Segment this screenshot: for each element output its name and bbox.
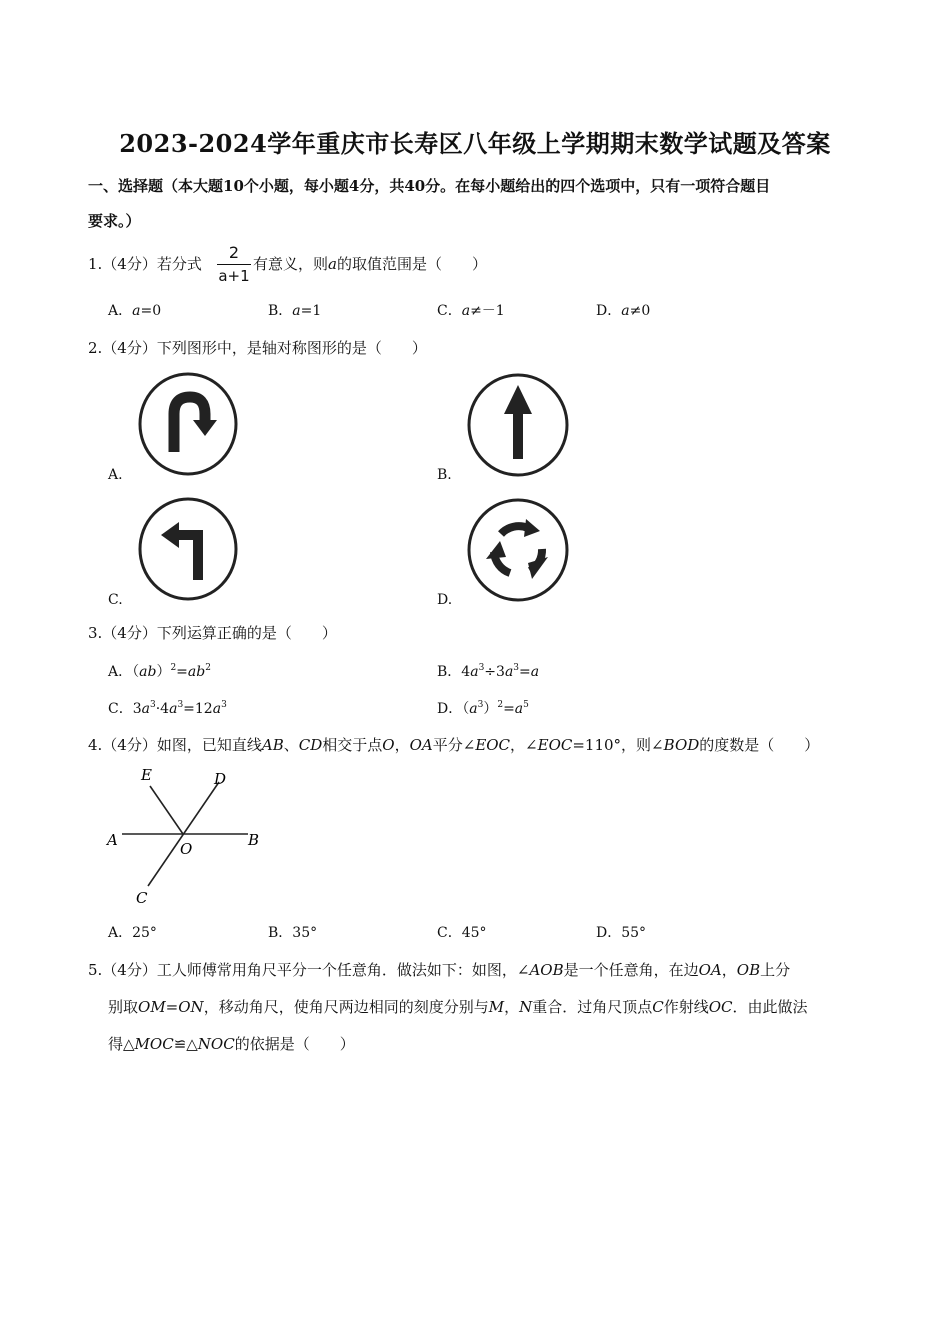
u-turn-arrow-icon[interactable] [137, 370, 241, 478]
straight-up-arrow-icon[interactable] [466, 372, 570, 478]
question-4-text: 4.（4分）如图，已知直线AB、CD相交于点O，OA平分∠EOC，∠EOC=110°，则∠BOD的度数是（ ） [88, 736, 820, 754]
point-label-d: D [214, 770, 227, 788]
point-label-e: E [141, 766, 152, 784]
section-heading-line1: 一、选择题（本大题10个小题，每小题4分，共40分。在每小题给出的四个选项中，只有一项符合题目 [88, 177, 771, 195]
q4-option-a[interactable]: A．25° [108, 925, 157, 941]
q3-option-b[interactable]: B．$4a^3\div 3a^3=a$ [437, 663, 540, 680]
ray-oe [150, 786, 183, 834]
fraction [217, 243, 251, 286]
question-1-mid: 有意义，则 [253, 255, 329, 273]
intersecting-lines-diagram [100, 764, 270, 909]
fraction-numerator: 2 [228, 243, 240, 262]
question-5-line3: 得△MOC≌△NOC的依据是（ ） [108, 1035, 355, 1053]
q1-option-a[interactable]: A．a=0 [108, 303, 162, 319]
q3-option-a[interactable]: A．$(ab)^2=ab^2$ [108, 663, 211, 680]
question-5-line2: 别取OM=ON，移动角尺，使角尺两边相同的刻度分别与M，N重合．过角尺顶点C作射线OC．由此做法 [108, 998, 808, 1016]
q1-option-b[interactable]: B．a=1 [268, 303, 322, 319]
q2-option-b-label: B. [437, 467, 452, 483]
point-label-o: O [180, 840, 193, 858]
section-heading-line2: 要求。） [88, 212, 141, 230]
q1-option-d[interactable]: D．a≠0 [596, 303, 651, 319]
q3-option-d[interactable]: D．$(a^3)^2=a^5$ [437, 700, 529, 717]
question-2-text: 2.（4分）下列图形中，是轴对称图形的是（ ） [88, 339, 427, 357]
fraction-bar [217, 264, 251, 265]
left-turn-arrow-icon[interactable] [137, 496, 241, 602]
q3-option-c[interactable]: C．$3a^3\cdot 4a^3=12a^3$ [108, 700, 227, 717]
q4-option-c[interactable]: C．45° [437, 925, 487, 941]
page-title: 2023-2024学年重庆市长寿区八年级上学期期末数学试题及答案 [119, 129, 831, 158]
question-3-text: 3.（4分）下列运算正确的是（ ） [88, 624, 337, 642]
fraction-denominator: a+1 [218, 267, 250, 285]
point-label-c: C [136, 889, 148, 907]
point-label-a: A [107, 831, 118, 849]
question-1-prefix: 1.（4分）若分式 [88, 255, 202, 273]
q4-option-d[interactable]: D．55° [596, 925, 647, 941]
question-1-var: a [328, 255, 337, 273]
q4-option-b[interactable]: B．35° [268, 925, 318, 941]
question-1-text [253, 253, 487, 274]
q2-option-c-label: C. [108, 592, 123, 608]
point-label-b: B [248, 831, 260, 849]
q1-option-c[interactable]: C．a≠－1 [437, 303, 505, 319]
roundabout-arrows-icon[interactable] [466, 497, 570, 603]
q2-option-a-label: A. [108, 467, 123, 483]
question-5-line1: 5.（4分）工人师傅常用角尺平分一个任意角．做法如下：如图，∠AOB是一个任意角，在边OA，OB上分 [88, 961, 791, 979]
question-1-suffix: 的取值范围是（ ） [336, 255, 487, 273]
q2-option-d-label: D. [437, 592, 453, 608]
